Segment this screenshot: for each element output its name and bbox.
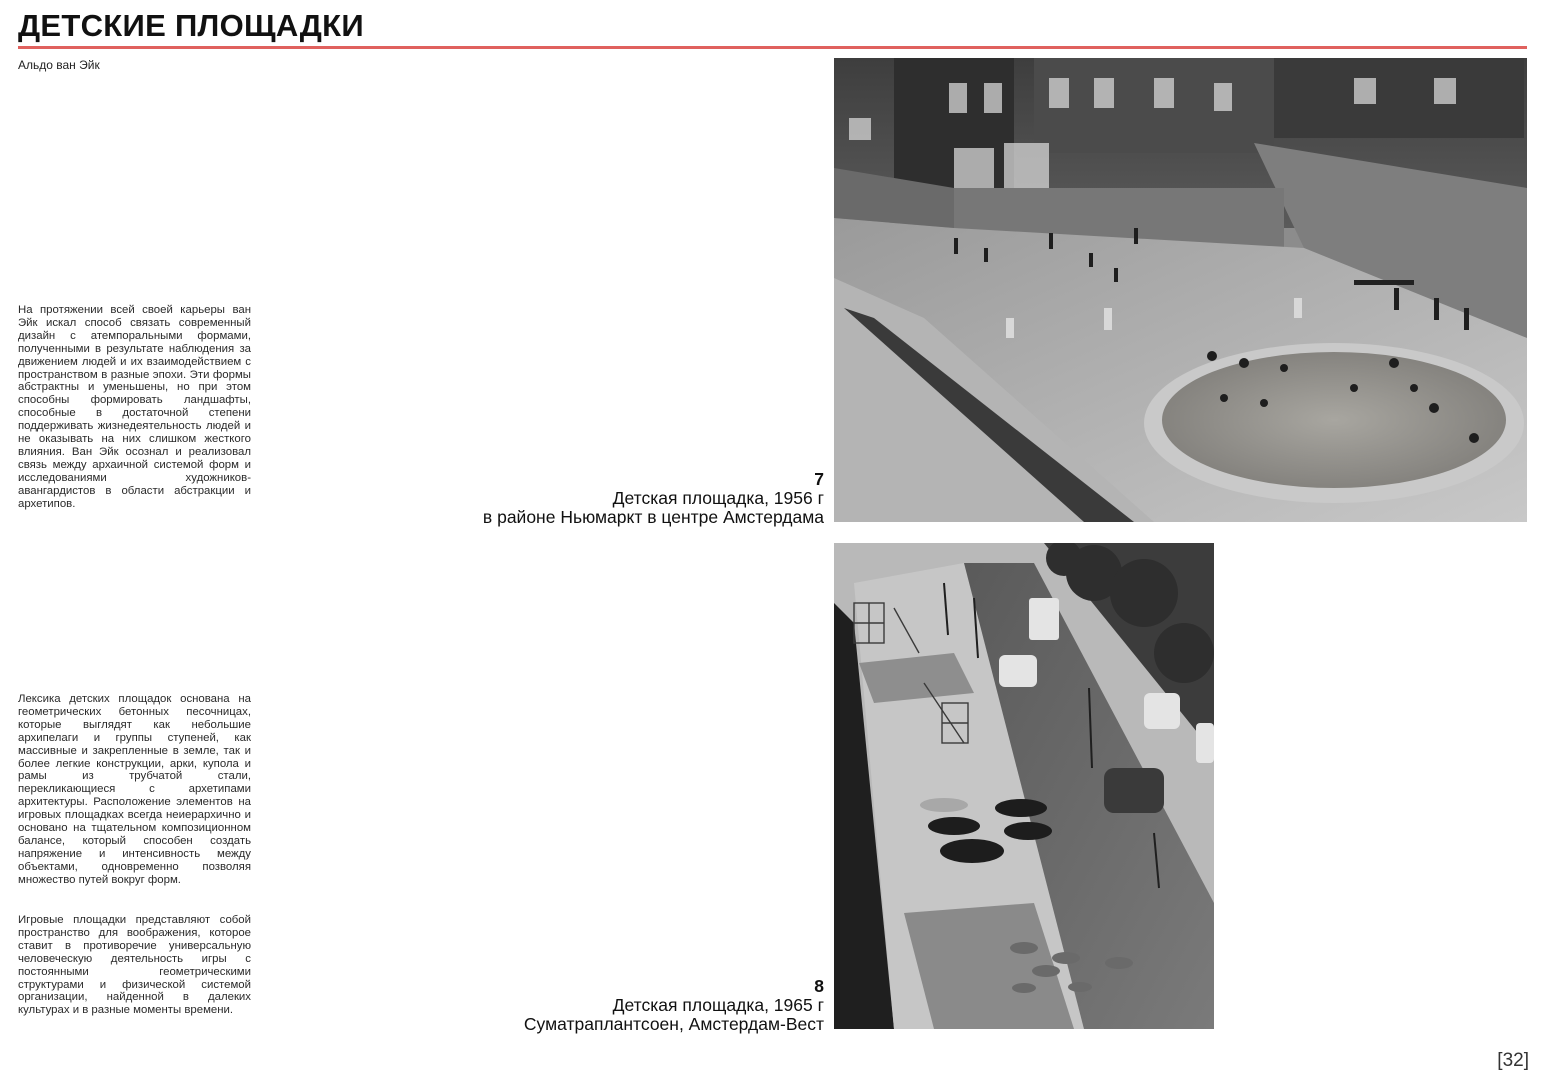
figure-8-caption bbox=[524, 977, 824, 1034]
figure-7-caption-line2: в районе Ньюмаркт в центре Амстердама bbox=[482, 507, 824, 527]
body-paragraph-2: Лексика детских площадок основана на геометрических бетонных песочницах, которые выглядят как небольшие архипелаги и группы ступеней, как массивные и закрепленные в земле, так и более легкие конструкции, арки, купола и рамы из трубчатой стали, перекликающиеся с архетипами архитектуры. Расположение элементов на игровых площадках всегда неиерархично и основано на тщательном композиционном балансе, который способен создать напряжение и интенсивность между объектами, одновременно позволяя множество путей вокруг форм. bbox=[18, 693, 251, 886]
figure-7-caption bbox=[483, 470, 824, 527]
figure-7-caption-line1: Детская площадка, 1956 г bbox=[612, 488, 824, 508]
page-title: ДЕТСКИЕ ПЛОЩАДКИ bbox=[18, 8, 364, 43]
figure-7-number: 7 bbox=[814, 469, 824, 489]
figure-8-caption-line1: Детская площадка, 1965 г bbox=[612, 995, 824, 1015]
figure-8-caption-line2: Суматраплантсоен, Амстердам-Вест bbox=[523, 1014, 824, 1034]
figure-7-photo bbox=[834, 58, 1527, 522]
author-name: Альдо ван Эйк bbox=[18, 58, 100, 72]
title-divider bbox=[18, 46, 1527, 49]
figure-8-number: 8 bbox=[814, 976, 824, 996]
page-number: [32] bbox=[1497, 1050, 1529, 1071]
body-paragraph-3: Игровые площадки представляют собой пространство для воображения, которое ставит в противоречие универсальную человеческую деятельность игры с постоянными геометрическими структурами и физической системой организации, найденной в далеких культурах и в разные моменты времени. bbox=[18, 914, 251, 1017]
body-paragraph-1: На протяжении всей своей карьеры ван Эйк искал способ связать современный дизайн с атемпоральными формами, полученными в результате наблюдения за движением людей и их взаимодействием с пространством в разные эпохи. Эти формы абстрактны и уменьшены, но при этом способны формировать ландшафты, способные в достаточной степени поддерживать жизнедеятельность людей и не оказывать на них слишком жесткого влияния. Ван Эйк осознал и реализовал связь между архаичной системой форм и исследованиями художников-авангардистов в области абстракции и архетипов. bbox=[18, 304, 251, 510]
figure-8-photo bbox=[834, 543, 1214, 1029]
